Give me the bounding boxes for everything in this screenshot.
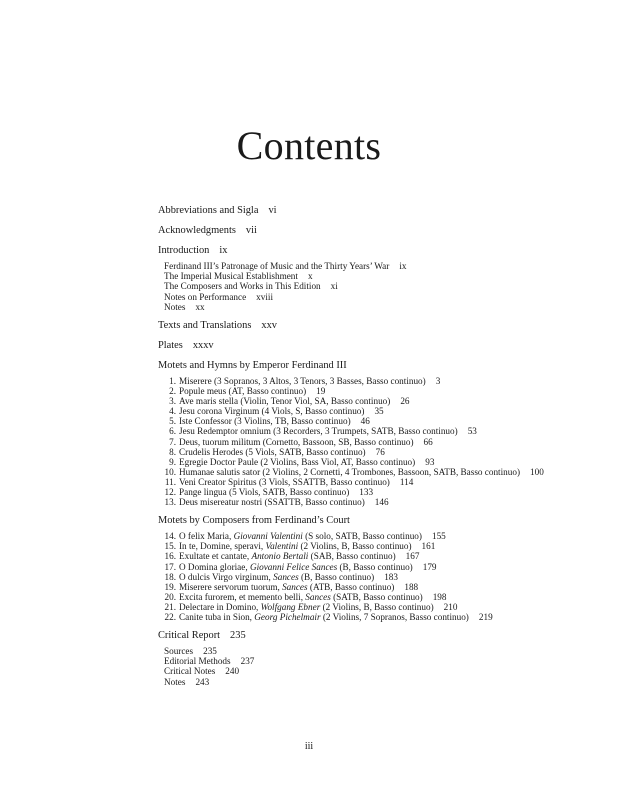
- toc-item-number: 5.: [169, 416, 176, 427]
- toc-item-number: 3.: [169, 396, 176, 407]
- toc-item-scoring: (B, Basso continuo): [298, 571, 375, 582]
- toc-item-page: 46: [360, 416, 370, 427]
- toc-subentry-label: Editorial Methods: [164, 656, 231, 667]
- introduction-subentries: [158, 261, 578, 312]
- toc-item: [158, 386, 578, 396]
- toc-item-composer: Antonio Bertali: [251, 551, 309, 562]
- toc-item-title: Egregie Doctor Paule (2 Violins, Bass Viol, AT, Basso continuo): [179, 456, 416, 467]
- toc-subentry-page: x: [307, 271, 313, 282]
- toc-entry-acknowledgments: [158, 224, 578, 237]
- toc-subentry: [158, 677, 578, 687]
- toc-subentry-label: Ferdinand III’s Patronage of Music and the Thirty Years’ War: [164, 261, 390, 271]
- toc-item-page: 53: [467, 426, 477, 437]
- toc-item-title: Deus misereatur nostri (SSATTB, Basso continuo): [179, 497, 365, 508]
- toc-item-number: 20.: [164, 591, 176, 602]
- toc-entry-page: ix: [219, 245, 228, 256]
- toc-item: [158, 467, 578, 477]
- section-heading-court-composers: Motets by Composers from Ferdinand’s Court: [158, 515, 350, 527]
- critical-report-subentries: [158, 646, 578, 687]
- toc-entry-label: Acknowledgments: [158, 225, 236, 236]
- toc-item-text: [176, 551, 578, 561]
- toc-item-page: 66: [423, 436, 433, 447]
- toc-subentry: [158, 281, 578, 291]
- toc-subentry-label: Sources: [164, 646, 194, 657]
- toc-entry-label: Critical Report: [158, 630, 221, 642]
- toc-subentry-page: 240: [225, 666, 240, 677]
- toc-entry-label: Texts and Translations: [158, 320, 252, 332]
- toc-item-number: 18.: [164, 571, 176, 582]
- toc-item-composer: Valentini: [265, 541, 299, 552]
- page-title: Contents: [236, 123, 382, 168]
- toc-item-composer: Giovanni Valentini: [233, 531, 303, 542]
- toc-item: [158, 497, 578, 507]
- toc-item-text: [176, 386, 578, 396]
- toc-item-page: 93: [425, 456, 435, 467]
- toc-item: [158, 416, 578, 426]
- toc-item-page: 100: [530, 466, 544, 477]
- toc-item-title: Iste Confessor (3 Violins, TB, Basso continuo): [179, 416, 351, 427]
- toc-item-text: [176, 447, 578, 457]
- toc-item-text: [176, 562, 578, 572]
- toc-item-scoring: (SATB, Basso continuo): [330, 591, 423, 602]
- toc-item-scoring: (2 Violins, B, Basso continuo): [320, 601, 434, 612]
- toc-subentry: [158, 666, 578, 676]
- toc-item-page: 219: [478, 611, 493, 622]
- toc-item-scoring: (SAB, Basso continuo): [308, 551, 396, 562]
- toc-item-number: 21.: [164, 601, 176, 612]
- toc-entry-plates: [158, 339, 578, 352]
- section-ferdinand-list: [158, 376, 578, 507]
- toc-subentry-label: Notes: [164, 301, 186, 312]
- toc-item: [158, 541, 578, 551]
- toc-item-number: 2.: [169, 386, 176, 397]
- toc-subentry-page: 235: [203, 646, 217, 657]
- toc-item-number: 16.: [164, 551, 176, 562]
- toc-item-number: 6.: [169, 426, 176, 437]
- toc-subentry-label: Notes on Performance: [164, 291, 247, 302]
- toc-item-title: Canite tuba in Sion,: [179, 611, 255, 622]
- toc-item: [158, 396, 578, 406]
- toc-item: [158, 447, 578, 457]
- toc-item-page: 198: [432, 591, 447, 602]
- toc-item-text: [176, 572, 578, 582]
- toc-entry-abbreviations: [158, 204, 578, 217]
- toc-item-text: [176, 497, 578, 507]
- page-number: iii: [304, 741, 314, 752]
- toc-item: [158, 487, 578, 497]
- toc-item-text: [176, 602, 578, 612]
- toc-item-page: 155: [431, 531, 446, 542]
- toc-item-title: In te, Domine, speravi,: [179, 541, 266, 552]
- toc-item-number: 13.: [164, 497, 176, 508]
- toc-subentry-page: 243: [195, 676, 210, 687]
- toc-entry-label: Abbreviations and Sigla: [158, 205, 259, 216]
- toc-entry-texts: [158, 319, 578, 332]
- toc-item-page: 26: [400, 396, 410, 407]
- toc-item-composer: Wolfgang Ebner: [260, 601, 321, 612]
- toc-item-number: 10.: [164, 466, 176, 477]
- toc-item: [158, 457, 578, 467]
- toc-item-composer: Sances: [273, 571, 299, 582]
- toc-item-number: 15.: [164, 541, 176, 552]
- toc-subentry: [158, 292, 578, 302]
- toc-entry-page: xxv: [261, 320, 277, 332]
- toc-item-page: 114: [399, 476, 414, 487]
- toc-entry-page: xxxv: [192, 340, 214, 352]
- toc-item-title: Excita furorem, et memento belli,: [179, 591, 306, 602]
- toc-item-page: 35: [374, 406, 384, 417]
- toc-item-number: 11.: [164, 476, 176, 487]
- toc-item-composer: Georg Pichelmair: [254, 611, 321, 622]
- section-heading-ferdinand: Motets and Hymns by Emperor Ferdinand III: [158, 360, 347, 372]
- toc-item-number: 12.: [164, 487, 176, 498]
- toc-item: [158, 612, 578, 622]
- toc-item-number: 17.: [164, 561, 176, 572]
- toc-item: [158, 551, 578, 561]
- toc-item-number: 22.: [164, 611, 176, 622]
- toc-item-composer: Sances: [305, 591, 331, 602]
- toc-subentry: [158, 261, 578, 271]
- toc-item-text: [176, 426, 578, 436]
- toc-subentry-page: 237: [240, 656, 255, 667]
- toc-item-number: 14.: [164, 531, 176, 542]
- toc-item-text: [176, 582, 578, 592]
- toc-item-page: 76: [375, 446, 385, 457]
- toc-item-scoring: (ATB, Basso continuo): [307, 581, 395, 592]
- toc-item-composer: Sances: [282, 581, 308, 592]
- toc-item-title: Pange lingua (5 Viols, SATB, Basso continuo): [179, 487, 350, 498]
- toc-item-number: 19.: [164, 581, 176, 592]
- toc-entry-label: Introduction: [158, 245, 210, 256]
- toc-entry-label: Plates: [158, 340, 183, 352]
- toc-item-title: Popule meus (AT, Basso continuo): [179, 386, 307, 397]
- toc-item-text: [176, 477, 578, 487]
- toc-item-title: Jesu corona Virginum (4 Viols, S, Basso continuo): [179, 406, 365, 417]
- toc-item-scoring: (B, Basso continuo): [337, 561, 413, 572]
- toc-subentry-page: xviii: [256, 291, 274, 302]
- toc-item-page: 3: [435, 376, 441, 387]
- toc-item-title: Delectare in Domino,: [179, 601, 261, 612]
- toc-entry-page: 235: [230, 630, 246, 642]
- toc-subentry: [158, 646, 578, 656]
- toc-item-page: 188: [404, 581, 419, 592]
- toc-item-title: Veni Creator Spiritus (3 Viols, SSATTB, Basso continuo): [179, 476, 390, 487]
- toc-entry-page: vi: [268, 205, 277, 216]
- toc-item-text: [176, 396, 578, 406]
- toc-item-number: 1.: [169, 376, 176, 387]
- toc-item: [158, 602, 578, 612]
- toc-item-page: 183: [384, 571, 398, 582]
- toc-item-page: 167: [405, 551, 420, 562]
- toc-item-title: O felix Maria,: [179, 531, 234, 542]
- toc-item: [158, 531, 578, 541]
- toc-entry-page: vii: [245, 225, 257, 236]
- toc-subentry-label: The Imperial Musical Establishment: [164, 271, 298, 282]
- toc-subentry-label: Critical Notes: [164, 666, 216, 677]
- toc-item-number: 7.: [169, 436, 176, 447]
- toc-subentry: [158, 302, 578, 312]
- toc-item-text: [176, 592, 578, 602]
- toc-item-page: 210: [443, 601, 458, 612]
- toc-item-scoring: (2 Violins, B, Basso continuo): [298, 541, 412, 552]
- toc-item-number: 8.: [169, 446, 176, 457]
- toc-item-scoring: (S solo, SATB, Basso continuo): [302, 531, 422, 542]
- toc-item-page: 179: [422, 561, 437, 572]
- toc-item-title: Miserere servorum tuorum,: [179, 581, 283, 592]
- toc-item-page: 133: [359, 487, 374, 498]
- toc-item-text: [176, 612, 578, 622]
- toc-item-text: [176, 376, 578, 386]
- toc-item-text: [176, 437, 578, 447]
- toc-item-text: [176, 541, 578, 551]
- toc-item-title: Crudelis Herodes (5 Viols, SATB, Basso continuo): [179, 446, 366, 457]
- toc-item-title: O dulcis Virgo virginum,: [179, 571, 274, 582]
- toc-item: [158, 437, 578, 447]
- toc-item-text: [176, 487, 578, 497]
- toc-item-page: 19: [316, 386, 326, 397]
- toc-item-text: [176, 406, 578, 416]
- toc-item: [158, 477, 578, 487]
- toc-item-number: 4.: [169, 406, 176, 417]
- table-of-contents: [158, 204, 578, 687]
- toc-item-page: 161: [421, 541, 436, 552]
- toc-subentry-label: Notes: [164, 676, 186, 687]
- toc-item-number: 9.: [169, 456, 176, 467]
- toc-item: [158, 426, 578, 436]
- toc-subentry-page: ix: [399, 261, 407, 271]
- section-court-list: [158, 531, 578, 622]
- toc-item-composer: Giovanni Felice Sances: [249, 561, 338, 572]
- toc-item-title: Ave maris stella (Violin, Tenor Viol, SA, Basso continuo): [179, 396, 391, 407]
- toc-item-title: Exultate et cantate,: [179, 551, 252, 562]
- toc-entry-critical-report: [158, 629, 578, 642]
- toc-item-title: Deus, tuorum militum (Cornetto, Bassoon, SB, Basso continuo): [179, 436, 414, 447]
- toc-subentry-label: The Composers and Works in This Edition: [164, 281, 321, 292]
- toc-item-title: Humanae salutis sator (2 Violins, 2 Cornetti, 4 Trombones, Bassoon, SATB, Basso continuo): [179, 466, 520, 477]
- toc-item-text: [176, 467, 578, 477]
- toc-item: [158, 592, 578, 602]
- toc-item-text: [176, 457, 578, 467]
- toc-item-title: Miserere (3 Sopranos, 3 Altos, 3 Tenors, 3 Basses, Basso continuo): [179, 376, 426, 387]
- toc-item: [158, 582, 578, 592]
- toc-subentry: [158, 656, 578, 666]
- toc-subentry-page: xx: [195, 301, 205, 312]
- toc-item-title: Jesu Redemptor omnium (3 Recorders, 3 Trumpets, SATB, Basso continuo): [179, 426, 458, 437]
- toc-subentry-page: xi: [330, 281, 338, 292]
- toc-item-title: O Domina gloriae,: [179, 561, 250, 572]
- toc-entry-introduction: [158, 244, 578, 257]
- toc-item-text: [176, 531, 578, 541]
- toc-item-page: 146: [374, 497, 389, 508]
- toc-item: [158, 572, 578, 582]
- toc-item-text: [176, 416, 578, 426]
- toc-subentry: [158, 271, 578, 281]
- toc-item: [158, 562, 578, 572]
- toc-item-scoring: (2 Violins, 7 Sopranos, Basso continuo): [320, 611, 469, 622]
- toc-item: [158, 406, 578, 416]
- toc-item: [158, 376, 578, 386]
